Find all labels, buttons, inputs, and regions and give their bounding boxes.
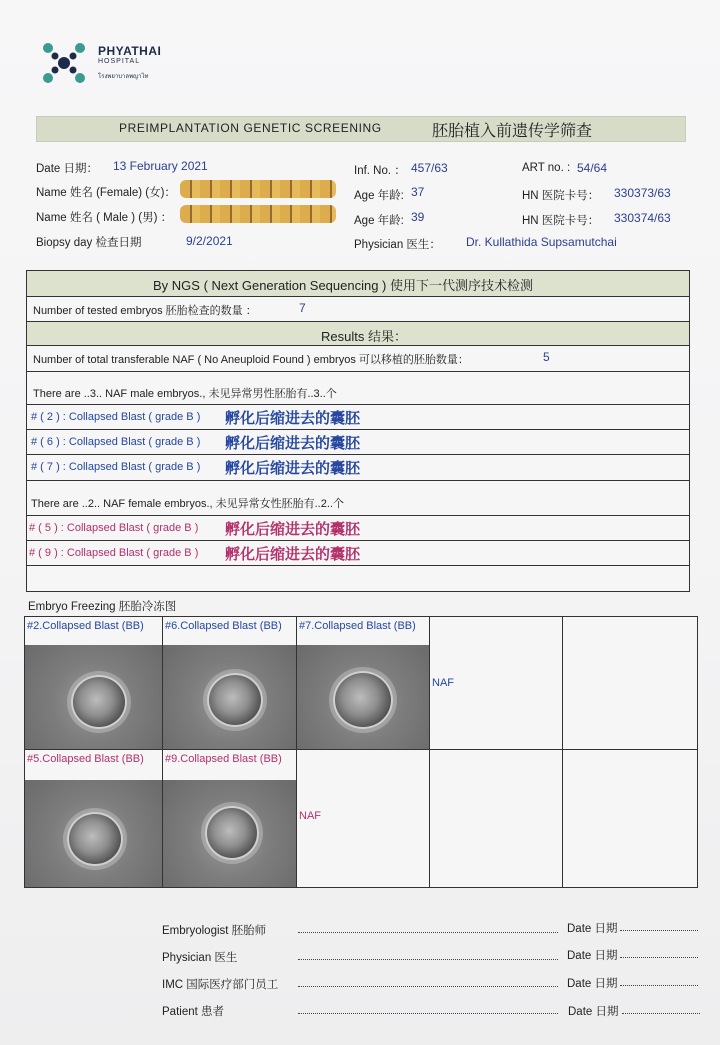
male-embryo-en: # ( 2 ) : Collapsed Blast ( grade B ) (31, 411, 201, 423)
hospital-logo-icon (38, 40, 90, 86)
female-embryo-cn: 孵化后缩进去的囊胚 (225, 546, 361, 563)
hn-label-male: HN 医院卡号： (522, 215, 600, 227)
date-label: Date 日期： (36, 163, 98, 175)
freezing-cell-caption: #5.Collapsed Blast (BB) (27, 753, 144, 765)
freezing-cell-caption: NAF (299, 810, 321, 822)
age-value-female: 37 (411, 185, 425, 199)
female-name-redacted (180, 180, 336, 198)
embryo-image (297, 645, 429, 749)
art-value: 54/64 (577, 161, 608, 175)
sig-line (298, 1013, 558, 1014)
date-line (620, 930, 698, 931)
date-line (620, 985, 698, 986)
hn-label-female: HN 医院卡号： (522, 190, 600, 202)
male-embryo-cn: 孵化后缩进去的囊胚 (225, 435, 361, 452)
freezing-cell-empty (563, 750, 697, 887)
sig-embryologist-label: Embryologist 胚胎师 (162, 925, 267, 937)
freezing-grid (24, 616, 698, 888)
female-summary-row (27, 481, 689, 516)
freezing-title: Embryo Freezing 胚胎冷冻图 (28, 601, 177, 613)
inf-label: Inf. No. ： (354, 165, 406, 177)
results-heading: Results 结果： (321, 329, 407, 344)
title-cn: 胚胎植入前遗传学筛查 (432, 123, 593, 140)
freezing-cell-caption: #7.Collapsed Blast (BB) (299, 620, 416, 632)
sig-line (298, 959, 558, 960)
female-embryo-row (27, 541, 689, 566)
male-summary-line (27, 379, 689, 405)
title-bar (36, 116, 686, 142)
freezing-cell-caption: #6.Collapsed Blast (BB) (165, 620, 282, 632)
female-name-label: Name 姓名 (Female) (女)： (36, 187, 176, 199)
freezing-cell-empty (430, 750, 563, 887)
sig-line (298, 932, 558, 933)
physician-value: Dr. Kullathida Supsamutchai (466, 235, 617, 249)
freezing-cell (163, 750, 297, 887)
transferable-row (27, 346, 689, 372)
date-line (620, 957, 698, 958)
date-line (622, 1013, 700, 1014)
male-summary: There are ..3.. NAF male embryos., 未见异常男性胚胎有..3..个 (33, 388, 337, 400)
embryo-image (25, 645, 162, 749)
method-row (27, 271, 689, 297)
sig-line (298, 986, 558, 987)
male-embryo-row (27, 455, 689, 481)
female-embryo-en: # ( 9 ) : Collapsed Blast ( grade B ) (29, 547, 199, 559)
sig-date-label: Date 日期 (568, 1006, 619, 1018)
freezing-cell (25, 750, 163, 887)
logo-thai: โรงพยาบาลพญาไท (98, 74, 149, 80)
male-embryo-row (27, 405, 689, 430)
logo-sub: HOSPITAL (98, 58, 141, 65)
sig-date-label: Date 日期 (567, 978, 618, 990)
sig-patient-label: Patient 患者 (162, 1006, 224, 1018)
physician-label: Physician 医生： (354, 239, 441, 251)
transferable-label: Number of total transferable NAF ( No Aneuploid Found ) embryos 可以移植的胚胎数量： (33, 354, 469, 366)
title-en: PREIMPLANTATION GENETIC SCREENING (119, 121, 382, 135)
female-summary: There are ..2.. NAF female embryos., 未见异常女性胚胎有..2..个 (31, 498, 344, 510)
freezing-cell (25, 617, 163, 750)
female-embryo-en: # ( 5 ) : Collapsed Blast ( grade B ) (29, 522, 199, 534)
art-label: ART no. : (522, 162, 571, 174)
age-label-female: Age 年龄: (354, 190, 404, 202)
female-embryo-row (27, 516, 689, 541)
male-embryo-cn: 孵化后缩进去的囊胚 (225, 460, 361, 477)
logo-name: PHYATHAI (98, 44, 162, 58)
inf-value: 457/63 (411, 161, 448, 175)
biopsy-label: Biopsy day 检查日期 (36, 237, 142, 249)
tested-row (27, 297, 689, 322)
age-label-male: Age 年龄: (354, 215, 404, 227)
sig-date-label: Date 日期 (567, 950, 618, 962)
freezing-cell (163, 617, 297, 750)
embryo-image (163, 645, 296, 749)
freezing-cell-empty (563, 617, 697, 750)
freezing-cell-caption: #2.Collapsed Blast (BB) (27, 620, 144, 632)
age-value-male: 39 (411, 210, 425, 224)
hn-value-male: 330374/63 (614, 211, 671, 225)
female-embryo-cn: 孵化后缩进去的囊胚 (225, 521, 361, 538)
sig-date-label: Date 日期 (567, 923, 618, 935)
male-embryo-en: # ( 7 ) : Collapsed Blast ( grade B ) (31, 461, 201, 473)
date-value: 13 February 2021 (113, 159, 208, 173)
method-text: By NGS ( Next Generation Sequencing ) 使用下一代测序技术检测 (153, 278, 534, 293)
male-embryo-cn: 孵化后缩进去的囊胚 (225, 410, 361, 427)
male-name-label: Name 姓名 ( Male ) (男) ： (36, 212, 173, 224)
sig-imc-label: IMC 国际医疗部门员工 (162, 979, 279, 991)
transferable-value: 5 (543, 350, 550, 364)
tested-label: Number of tested embryos 胚胎检查的数量 ： (33, 305, 257, 317)
embryo-image (163, 780, 296, 887)
male-embryo-en: # ( 6 ) : Collapsed Blast ( grade B ) (31, 436, 201, 448)
freezing-cell-caption: NAF (432, 677, 454, 689)
freezing-cell-naf (297, 750, 430, 887)
hn-value-female: 330373/63 (614, 186, 671, 200)
freezing-cell-naf (430, 617, 563, 750)
freezing-cell (297, 617, 430, 750)
male-embryo-row (27, 430, 689, 455)
embryo-image (25, 780, 162, 887)
biopsy-value: 9/2/2021 (186, 234, 233, 248)
results-heading-row (27, 322, 689, 346)
results-table (26, 270, 690, 592)
sig-physician-label: Physician 医生 (162, 952, 238, 964)
tested-value: 7 (299, 301, 306, 315)
freezing-cell-caption: #9.Collapsed Blast (BB) (165, 753, 282, 765)
male-name-redacted (180, 205, 336, 223)
